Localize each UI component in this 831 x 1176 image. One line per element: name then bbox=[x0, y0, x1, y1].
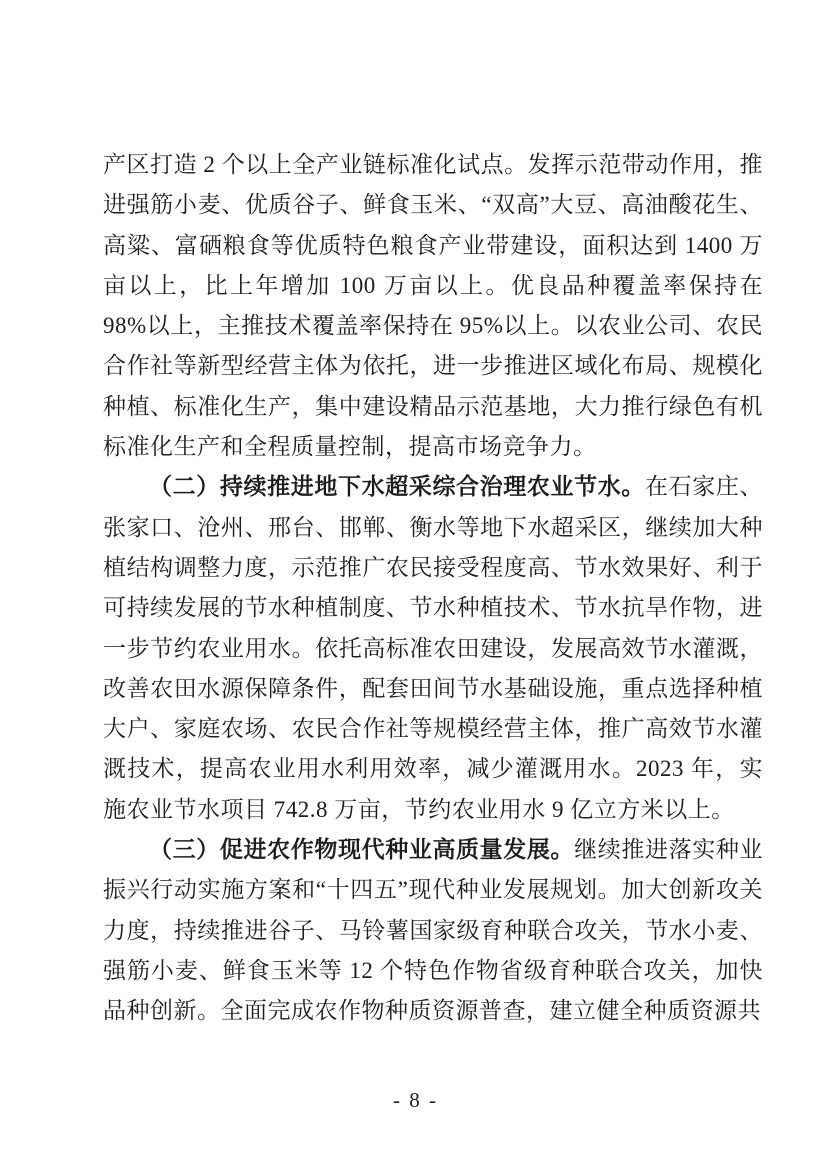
paragraph bbox=[103, 145, 763, 467]
paragraph bbox=[103, 830, 763, 1031]
paragraph bbox=[103, 467, 763, 830]
body-text-segment: 在石家庄、张家口、沧州、邢台、邯郸、衡水等地下水超采区，继续加大种植结构调整力度，示范推广农民接受程度高、节水效果好、利于可持续发展的节水种植制度、节水种植技术、节水抗旱作物，进一步节约农业用水。依托高标准农田建设，发展高效节水灌溉，改善农田水源保障条件，配套田间节水基础设施，重点选择种植大户、家庭农场、农民合作社等规模经营主体，推广高效节水灌溉技术，提高农业用水利用效率，减少灌溉用水。2023 年，实施农业节水项目 742.8 万亩，节约农业用水 9 亿立方米以上。 bbox=[103, 474, 764, 822]
page-number: - 8 - bbox=[393, 1088, 438, 1112]
body-text-segment: 继续推进落实种业振兴行动实施方案和“十四五”现代种业发展规划。加大创新攻关力度，持续推进谷子、马铃薯国家级育种联合攻关，节水小麦、强筋小麦、鲜食玉米等 12 个特色作物省级育种联合攻关，加快品种创新。全面完成农作物种质资源普查，建立健全种质资源共 bbox=[103, 837, 764, 1024]
document-body bbox=[103, 145, 763, 1032]
page-footer bbox=[0, 1088, 831, 1113]
body-text-segment: 产区打造 2 个以上全产业链标准化试点。发挥示范带动作用，推进强筋小麦、优质谷子、鲜食玉米、“双高”大豆、高油酸花生、高粱、富硒粮食等优质特色粮食产业带建设，面积达到 1400 万亩以上，比上年增加 100 万亩以上。优良品种覆盖率保持在 98%以上，主推技术覆盖率保持在 95%以上。以农业公司、农民合作社等新型经营主体为依托，进一步推进区域化布局、规模化种植、标准化生产，集中建设精品示范基地，大力推行绿色有机标准化生产和全程质量控制，提高市场竞争力。 bbox=[103, 152, 763, 460]
section-heading: （三）促进农作物现代种业高质量发展。 bbox=[149, 837, 575, 863]
section-heading: （二）持续推进地下水超采综合治理农业节水。 bbox=[149, 474, 646, 500]
